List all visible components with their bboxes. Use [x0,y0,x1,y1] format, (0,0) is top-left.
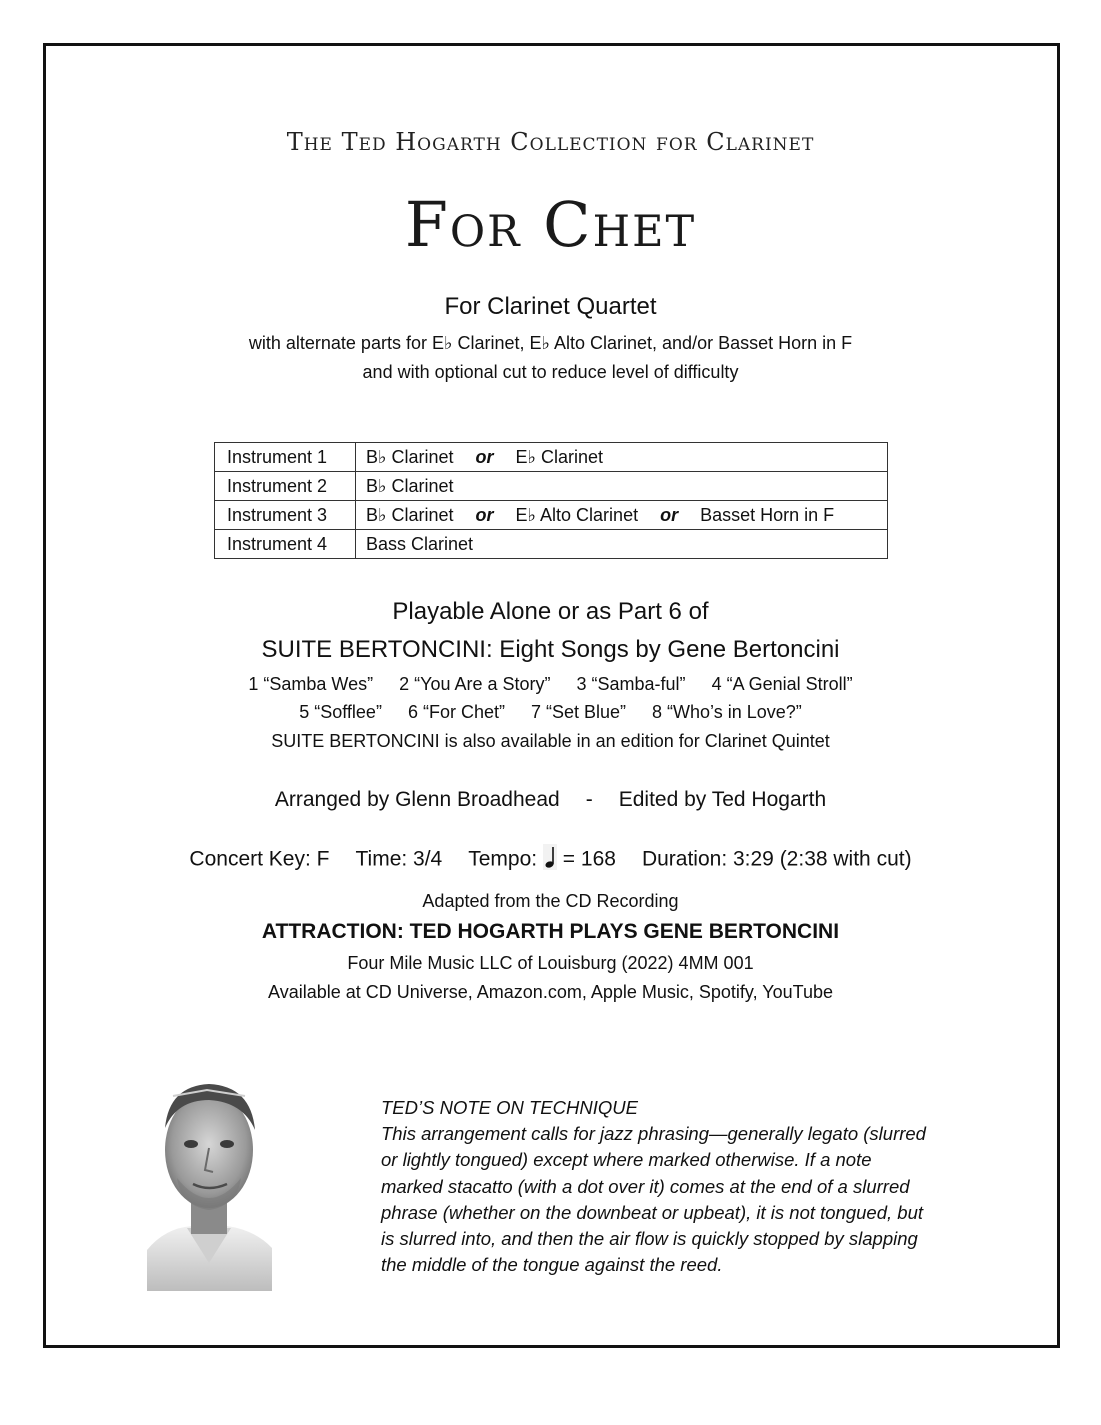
alternates-line-1: with alternate parts for E♭ Clarinet, E♭ Alto Clarinet, and/or Basset Horn in F [248,333,853,353]
concert-key: Concert Key: F [189,847,330,871]
cd-title: ATTRACTION: TED HOGARTH PLAYS GENE BERTONCINI [261,920,840,943]
technique-note-line: or lightly tongued) except where marked otherwise. If a note [381,1149,872,1171]
record-label: Four Mile Music LLC of Louisburg (2022) 4MM 001 [347,953,754,973]
part-name: E♭ Clarinet [515,446,604,467]
table-row [215,501,888,530]
instrument-label: Instrument 1 [215,443,356,472]
song-item: 4 “A Genial Stroll” [711,674,853,694]
quintet-note: SUITE BERTONCINI is also available in an edition for Clarinet Quintet [271,731,830,751]
or-word: or [660,504,679,525]
instrument-parts [356,501,888,530]
technique-note-heading: TED’S NOTE ON TECHNIQUE [381,1097,638,1118]
or-word: or [475,446,494,467]
adapted-line: Adapted from the CD Recording [422,891,679,911]
subtitle: For Clarinet Quartet [444,293,657,320]
part-name: Basset Horn in F [700,504,835,525]
technique-note-line: is slurred into, and then the air flow is quickly stopped by slapping [381,1228,918,1250]
part-name: B♭ Clarinet [366,446,454,467]
collection-heading: The Ted Hogarth Collection for Clarinet [286,128,815,156]
arranger: Arranged by Glenn Broadhead [274,788,560,811]
or-word: or [475,504,494,525]
technique-note-line: This arrangement calls for jazz phrasing—generally legato (slurred [381,1123,926,1145]
instrument-label: Instrument 4 [215,530,356,559]
instrument-parts [356,530,888,559]
part-name: B♭ Clarinet [366,504,454,525]
part-name: E♭ Alto Clarinet [515,504,639,525]
instrument-table [214,442,888,559]
technique-note-line: phrase (whether on the downbeat or upbeat), it is not tongued, but [381,1201,924,1223]
time-signature: Time: 3/4 [355,847,443,871]
duration: Duration: 3:29 (2:38 with cut) [641,847,912,871]
song-item: 2 “You Are a Story” [399,674,551,694]
page-title: For Chet [404,188,697,261]
song-item: 3 “Samba-ful” [576,674,686,694]
song-item: 5 “Sofflee” [299,702,382,722]
tempo-value: = 168 [562,847,616,871]
credits-separator: - [585,788,593,811]
suite-title: SUITE BERTONCINI: Eight Songs by Gene Bertoncini [261,636,840,663]
technique-note-line: marked stacatto (with a dot over it) comes at the end of a slurred [381,1175,910,1197]
editor: Edited by Ted Hogarth [618,788,827,811]
availability-line: Available at CD Universe, Amazon.com, Apple Music, Spotify, YouTube [268,982,833,1002]
quarter-note-icon [543,844,557,876]
table-row [215,443,888,472]
technique-note-line: the middle of the tongue against the reed. [381,1254,723,1276]
song-item: 7 “Set Blue” [530,702,627,722]
part-name: Bass Clarinet [366,533,474,554]
song-list-row-2 [0,702,1101,723]
instrument-label: Instrument 2 [215,472,356,501]
song-item: 8 “Who’s in Love?” [652,702,802,722]
table-row [215,530,888,559]
instrument-parts [356,443,888,472]
instrument-parts [356,472,888,501]
part-name: B♭ Clarinet [366,475,454,496]
alternates-line-2: and with optional cut to reduce level of difficulty [362,362,739,382]
tempo-label: Tempo: [468,847,538,871]
song-list-row-1 [0,674,1101,695]
technique-note [381,1095,981,1278]
credits-line [0,788,1101,812]
song-item: 6 “For Chet” [407,702,505,722]
ted-hogarth-photo [147,1078,272,1291]
table-row [215,472,888,501]
song-item: 1 “Samba Wes” [248,674,374,694]
specs-line [0,844,1101,876]
instrument-label: Instrument 3 [215,501,356,530]
playable-line: Playable Alone or as Part 6 of [392,598,709,625]
